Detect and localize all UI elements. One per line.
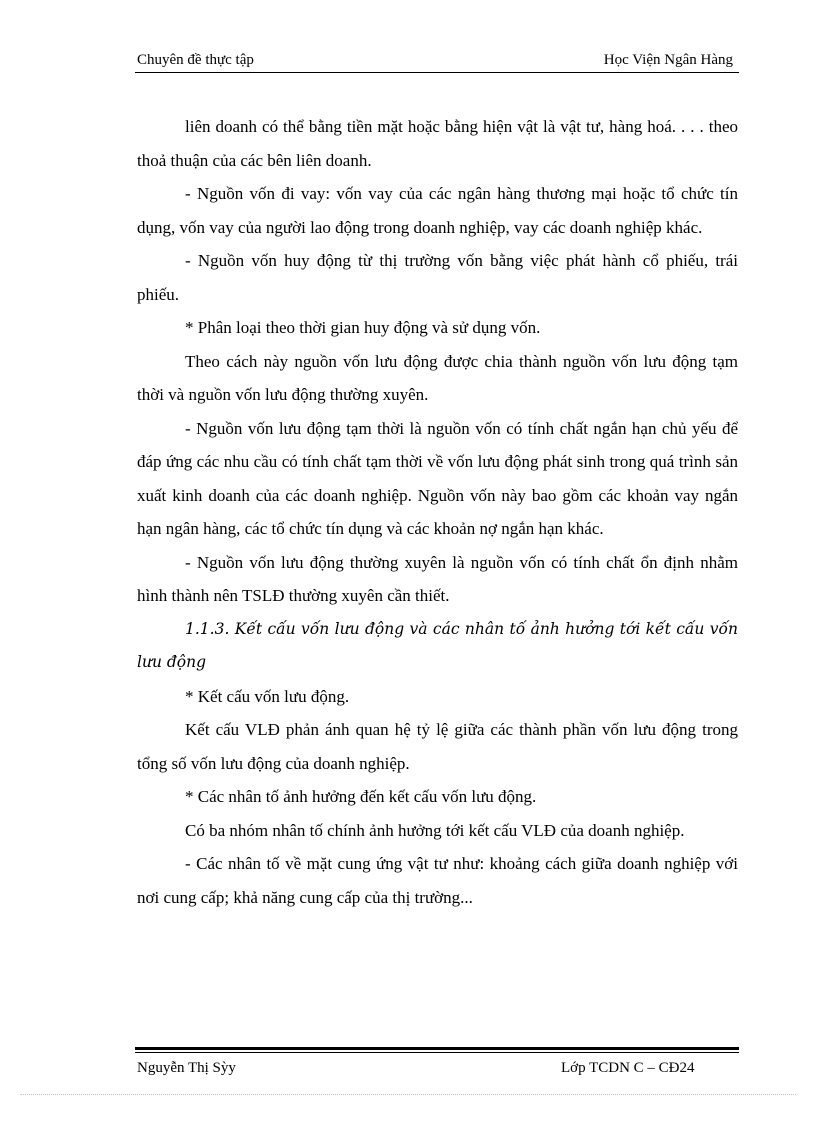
paragraph-6: - Nguồn vốn lưu động tạm thời là nguồn vốn có tính chất ngắn hạn chủ yếu để đáp ứng các nhu cầu có tính chất tạm thời về vốn lưu động phát sinh trong quá trình sản xuất kinh doanh của các doanh nghiệp. Nguồn vốn này bao gồm các khoản vay ngắn hạn ngân hàng, các tổ chức tín dụng và các khoản nợ ngắn hạn khác. (137, 418, 738, 538)
footer-rule-thin (135, 1052, 739, 1053)
paragraph-11: * Các nhân tố ảnh hưởng đến kết cấu vốn lưu động. (185, 787, 537, 806)
footer-class: Lớp TCDN C – CĐ24 (561, 1060, 695, 1076)
paragraph-5: Theo cách này nguồn vốn lưu động được chia thành nguồn vốn lưu động tạm thời và nguồn vốn lưu động thường xuyên. (137, 351, 738, 404)
paragraph-3: - Nguồn vốn huy động từ thị trường vốn bằng việc phát hành cổ phiếu, trái phiếu. (137, 251, 738, 304)
paragraph-4: * Phân loại theo thời gian huy động và sử dụng vốn. (185, 318, 541, 337)
section-heading-1-1-3: 1.1.3. Kết cấu vốn lưu động và các nhân tố ảnh hưởng tới kết cấu vốn lưu động (137, 619, 738, 671)
footer-author: Nguyễn Thị Sỳy (137, 1060, 236, 1076)
paragraph-1: liên doanh có thể bằng tiền mặt hoặc bằng hiện vật là vật tư, hàng hoá. . . . theo thoả thuận của các bên liên doanh. (137, 117, 738, 170)
header-rule (135, 72, 739, 73)
footer-rule-thick (135, 1047, 739, 1050)
paragraph-13: - Các nhân tố về mặt cung ứng vật tư như: khoảng cách giữa doanh nghiệp với nơi cung cấp; khả năng cung cấp của thị trường... (137, 854, 738, 907)
paragraph-7: - Nguồn vốn lưu động thường xuyên là nguồn vốn có tính chất ổn định nhằm hình thành nên TSLĐ thường xuyên cần thiết. (137, 552, 738, 605)
page-edge-divider (20, 1094, 796, 1095)
paragraph-2: - Nguồn vốn đi vay: vốn vay của các ngân hàng thương mại hoặc tổ chức tín dụng, vốn vay của người lao động trong doanh nghiệp, vay các doanh nghiệp khác. (137, 184, 738, 237)
header-left-title: Chuyên đề thực tập (137, 52, 254, 68)
document-body (137, 110, 738, 914)
page-header (137, 50, 737, 70)
paragraph-12: Có ba nhóm nhân tố chính ảnh hưởng tới kết cấu VLĐ của doanh nghiệp. (185, 820, 685, 840)
paragraph-10: Kết cấu VLĐ phản ánh quan hệ tỷ lệ giữa các thành phần vốn lưu động trong tổng số vốn lưu động của doanh nghiệp. (137, 720, 738, 773)
paragraph-9: * Kết cấu vốn lưu động. (185, 686, 350, 706)
header-right-title: Học Viện Ngân Hàng (603, 52, 733, 68)
page-footer (137, 1058, 737, 1078)
